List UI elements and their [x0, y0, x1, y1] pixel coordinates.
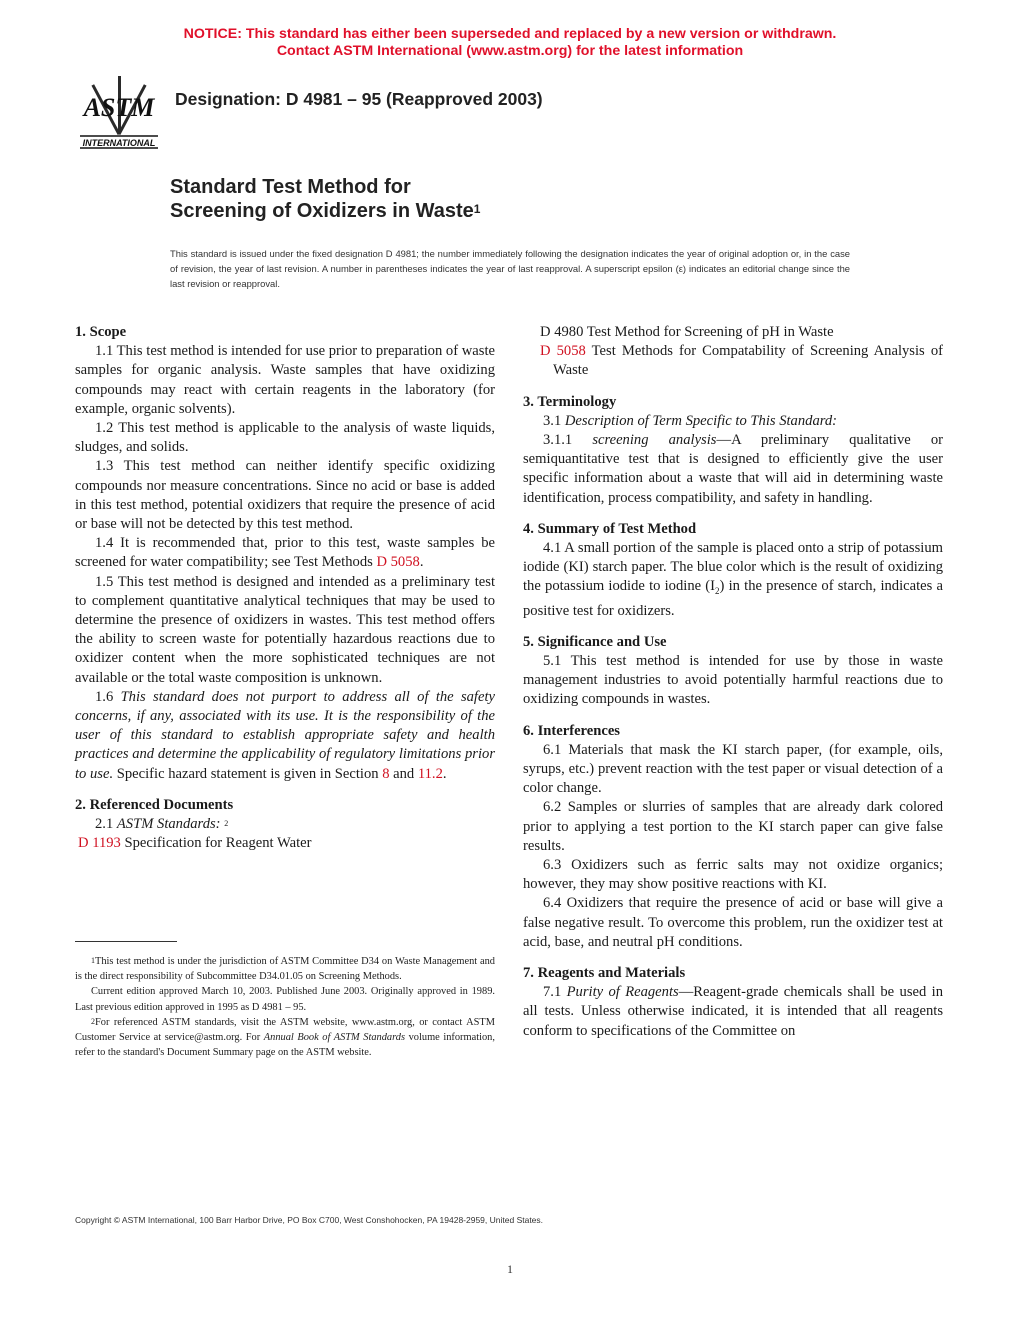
paragraph: 1.1 This test method is intended for use prior to preparation of waste samples for organic analysis. Waste samples that have oxidizing compounds may react with certain reagents in the laboratory (for example, organic solvents). [75, 343, 495, 417]
right-column [523, 323, 943, 1041]
page-number: 1 [507, 1262, 513, 1276]
designation: Designation: D 4981 – 95 (Reapproved 2003) [175, 89, 543, 109]
paragraph: 3.1.1 screening analysis—A preliminary qualitative or semiquantitative test that is designed to efficiently give the user specific information about a waste that will aid in determining waste identification, process compatibility, and safety in handling. [523, 432, 943, 506]
footnote-1b: Current edition approved March 10, 2003. Published June 2003. Originally approved in 1989. Last previous edition approved in 1995 as D 4981 – 95. [75, 986, 495, 1013]
paragraph: 1.6 This standard does not purport to address all of the safety concerns, if any, associated with its use. It is the responsibility of the user of this standard to establish appropriate safety and health practices and determine the applicability of regulatory limitations prior to use. Specific hazard statement is given in Section 8 and 11.2. [75, 688, 495, 782]
notice-banner [0, 26, 1020, 60]
paragraph: 6.2 Samples or slurries of samples that are already dark colored prior to applying a test portion to the KI starch paper can give false results. [523, 799, 943, 854]
left-column [75, 323, 495, 853]
section-heading: 4. Summary of Test Method [523, 520, 697, 537]
footnote-rule [75, 941, 177, 942]
link-section-11-2[interactable]: 11.2 [417, 765, 443, 782]
footnote-mark: 2 [224, 819, 229, 829]
section-referenced-documents [75, 796, 495, 854]
footnote-2: $^2$For referenced ASTM standards, visit the ASTM website, www.astm.org, or contact ASTM Customer Service at service@astm.org. For Annual Book of ASTM Standards volume information, refer to the standard's Document Summary page on the ASTM website. [75, 1016, 495, 1059]
link-d5058-ref[interactable]: D 5058 [540, 343, 586, 360]
paragraph: 7.1 Purity of Reagents—Reagent-grade chemicals shall be used in all tests. Unless otherwise indicated, it is intended that all reagents conform to specifications of the Committee on [523, 984, 943, 1039]
page-title [170, 175, 480, 223]
paragraph: 1.2 This test method is applicable to the analysis of waste liquids, sludges, and solids. [75, 420, 495, 456]
section-significance [523, 633, 943, 710]
link-d1193[interactable]: D 1193 [78, 835, 121, 852]
section-heading: 2. Referenced Documents [75, 796, 234, 813]
astm-logo [78, 74, 160, 150]
section-scope [75, 323, 495, 784]
ref-item: D 4980 Test Method for Screening of pH in Waste [540, 324, 834, 340]
section-summary [523, 520, 943, 621]
link-section-8[interactable]: 8 [382, 765, 390, 782]
notice-line-2: Contact ASTM International (www.astm.org) for the latest information [276, 43, 744, 59]
ref-item: D 5058 Test Methods for Compatability of Screening Analysis of Waste [540, 343, 943, 379]
section-heading: 5. Significance and Use [523, 633, 667, 650]
section-heading: 7. Reagents and Materials [523, 965, 686, 981]
title-line-1: Standard Test Method for [170, 176, 411, 198]
paragraph: 6.1 Materials that mask the KI starch paper, (for example, oils, syrups, etc.) prevent reaction with the test paper or visual detection of a color change. [523, 741, 943, 797]
section-reagents [523, 964, 943, 1041]
ref-code-d4980: D 4980 [540, 324, 584, 340]
logo-text: ASTM [83, 93, 155, 122]
ref-list-continued [523, 323, 943, 381]
footnotes [75, 954, 495, 1060]
paragraph: 4.1 A small portion of the sample is placed onto a strip of potassium iodide (KI) starch paper. The blue color which is the result of oxidizing the potassium iodide to iodine $(I_2)$ in the presence of starch, indicates a positive test for oxidizers. [523, 540, 943, 619]
paragraph: 1.5 This test method is designed and intended as a preliminary test to complement quantitative analytical techniques that may be used to determine the presence of oxidizers in wastes. This test method offers the ability to screen waste for potentially hazardous reactions due to oxidizer content when the more sophisticated techniques are not available or the total waste composition is unknown. [75, 573, 495, 686]
section-heading: 1. Scope [75, 324, 127, 340]
section-heading: 3. Terminology [523, 393, 617, 410]
issue-note: This standard is issued under the fixed designation D 4981; the number immediately following the designation indicates the year of original adoption or, in the case of revision, the year of last revision. A number in parentheses indicates the year of last reapproval. A superscript epsilon (ε) indicates an editorial change since the last revision or reapproval. [170, 248, 850, 289]
link-d5058[interactable]: D 5058 [376, 554, 420, 571]
title-line-2: Screening of Oxidizers in Waste$^1$ [170, 200, 481, 222]
paragraph: 3.1 Description of Term Specific to This Standard: [543, 412, 838, 429]
paragraph: 5.1 This test method is intended for use by those in waste management industries to avoid potentially harmful reactions due to oxidizing compounds in wastes. [523, 652, 943, 708]
section-terminology [523, 393, 943, 508]
footnote-1: $^1$This test method is under the jurisdiction of ASTM Committee D34 on Waste Management and is the direct responsibility of Subcommittee D34.01.05 on Screening Methods. [75, 956, 495, 983]
paragraph: 1.4 It is recommended that, prior to this test, waste samples be screened for water compatibility; see Test Methods D 5058. [75, 535, 495, 571]
title-footnote-mark: 1 [473, 202, 481, 216]
paragraph: 6.4 Oxidizers that require the presence of acid or base will give a false negative result. To overcome this problem, run the oxidizer test at acid, base, and neutral pH conditions. [523, 895, 943, 950]
notice-line-1: NOTICE: This standard has either been superseded and replaced by a new version or withdrawn. [183, 26, 837, 42]
logo-subtext: INTERNATIONAL [82, 138, 156, 148]
paragraph: 1.3 This test method can neither identify specific oxidizing compounds nor measure concentrations. Since no acid or base is added in this test method, potential oxidizers that require the presence of acid or base will not be detected by this test method. [75, 458, 495, 533]
paragraph: 2.1 ASTM Standards: $^2$ [95, 816, 229, 833]
ref-item: D 1193 Specification for Reagent Water [78, 835, 312, 852]
copyright: Copyright © ASTM International, 100 Barr Harbor Drive, PO Box C700, West Conshohocken, PA 19428-2959, United States. [75, 1215, 544, 1225]
paragraph: 6.3 Oxidizers such as ferric salts may not oxidize organics; however, they may show positive reactions with KI. [523, 856, 943, 893]
section-heading: 6. Interferences [523, 722, 620, 739]
section-interferences [523, 722, 943, 952]
